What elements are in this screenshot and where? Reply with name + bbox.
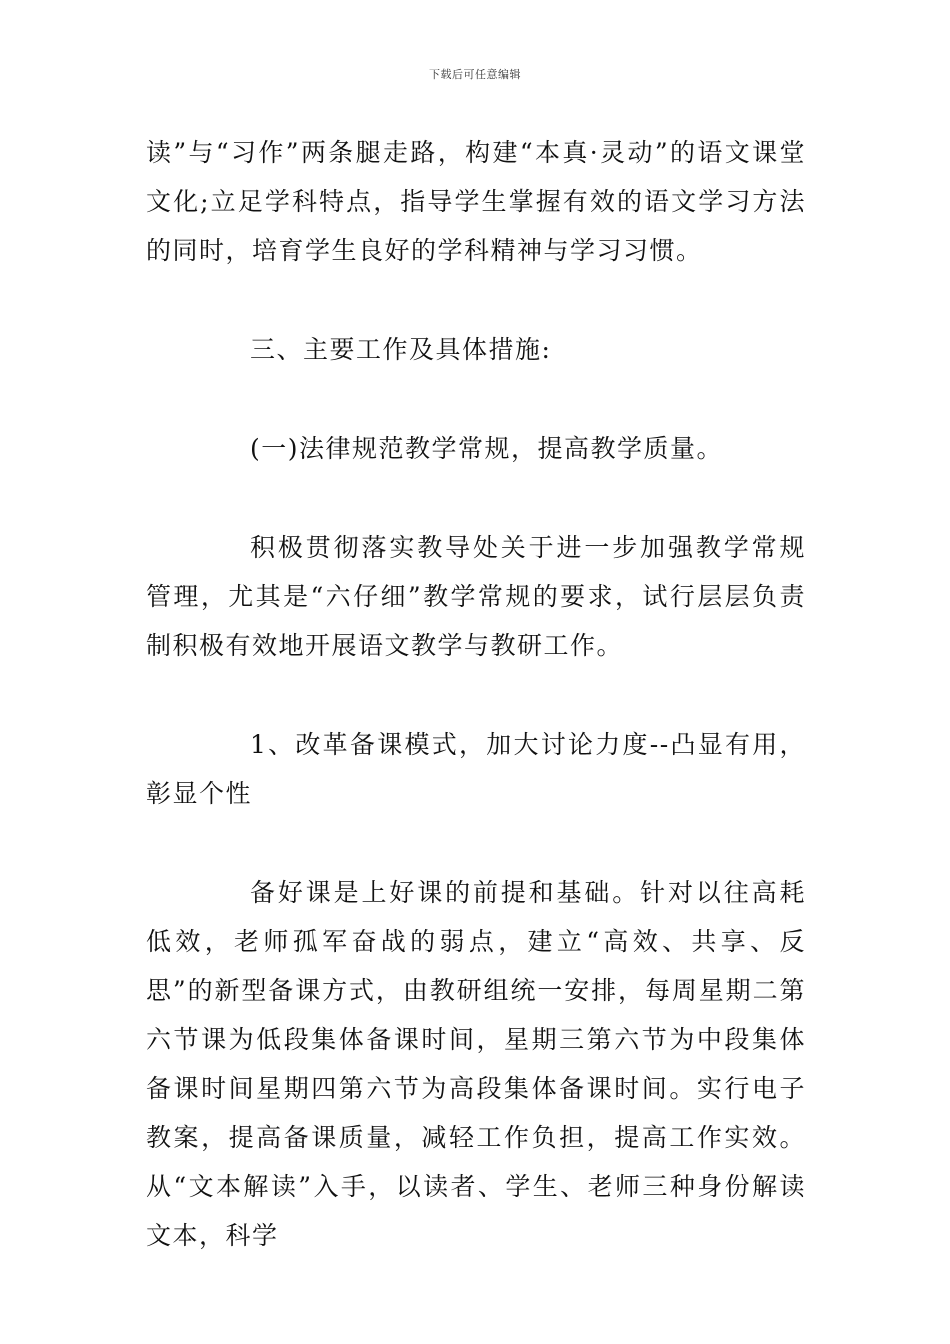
item-heading-lesson-prep-reform: 1、改革备课模式，加大讨论力度--凸显有用，彰显个性 — [146, 730, 806, 808]
page-header: 下载后可任意编辑 — [429, 68, 521, 81]
paragraph-gap — [146, 374, 806, 424]
paragraph-gap — [146, 670, 806, 720]
paragraph-gap — [146, 818, 806, 868]
paragraph-intro-continued: 读”与“习作”两条腿走路，构建“本真·灵动”的语文课堂文化;立足学科特点，指导学生掌握有效的语文学习方法的同时，培育学生良好的学科精神与学习习惯。 — [146, 138, 806, 265]
subsection-heading-teaching-routine: (一)法律规范教学常规，提高教学质量。 — [250, 434, 724, 463]
document-body — [146, 128, 806, 1260]
paragraph-gap — [146, 275, 806, 325]
paragraph-gap — [146, 473, 806, 523]
section-heading-main-work: 三、主要工作及具体措施: — [250, 335, 552, 364]
paragraph-teaching-routine: 积极贯彻落实教导处关于进一步加强教学常规管理，尤其是“六仔细”教学常规的要求，试行层层负责制积极有效地开展语文教学与教研工作。 — [146, 533, 806, 660]
paragraph-lesson-prep: 备好课是上好课的前提和基础。针对以往高耗低效，老师孤军奋战的弱点，建立“高效、共享、反思”的新型备课方式，由教研组统一安排，每周星期二第六节课为低段集体备课时间，星期三第六节为中段集体备课时间星期四第六节为高段集体备课时间。实行电子教案，提高备课质量，减轻工作负担，提高工作实效。从“文本解读”入手，以读者、学生、老师三种身份解读文本，科学 — [146, 878, 806, 1250]
